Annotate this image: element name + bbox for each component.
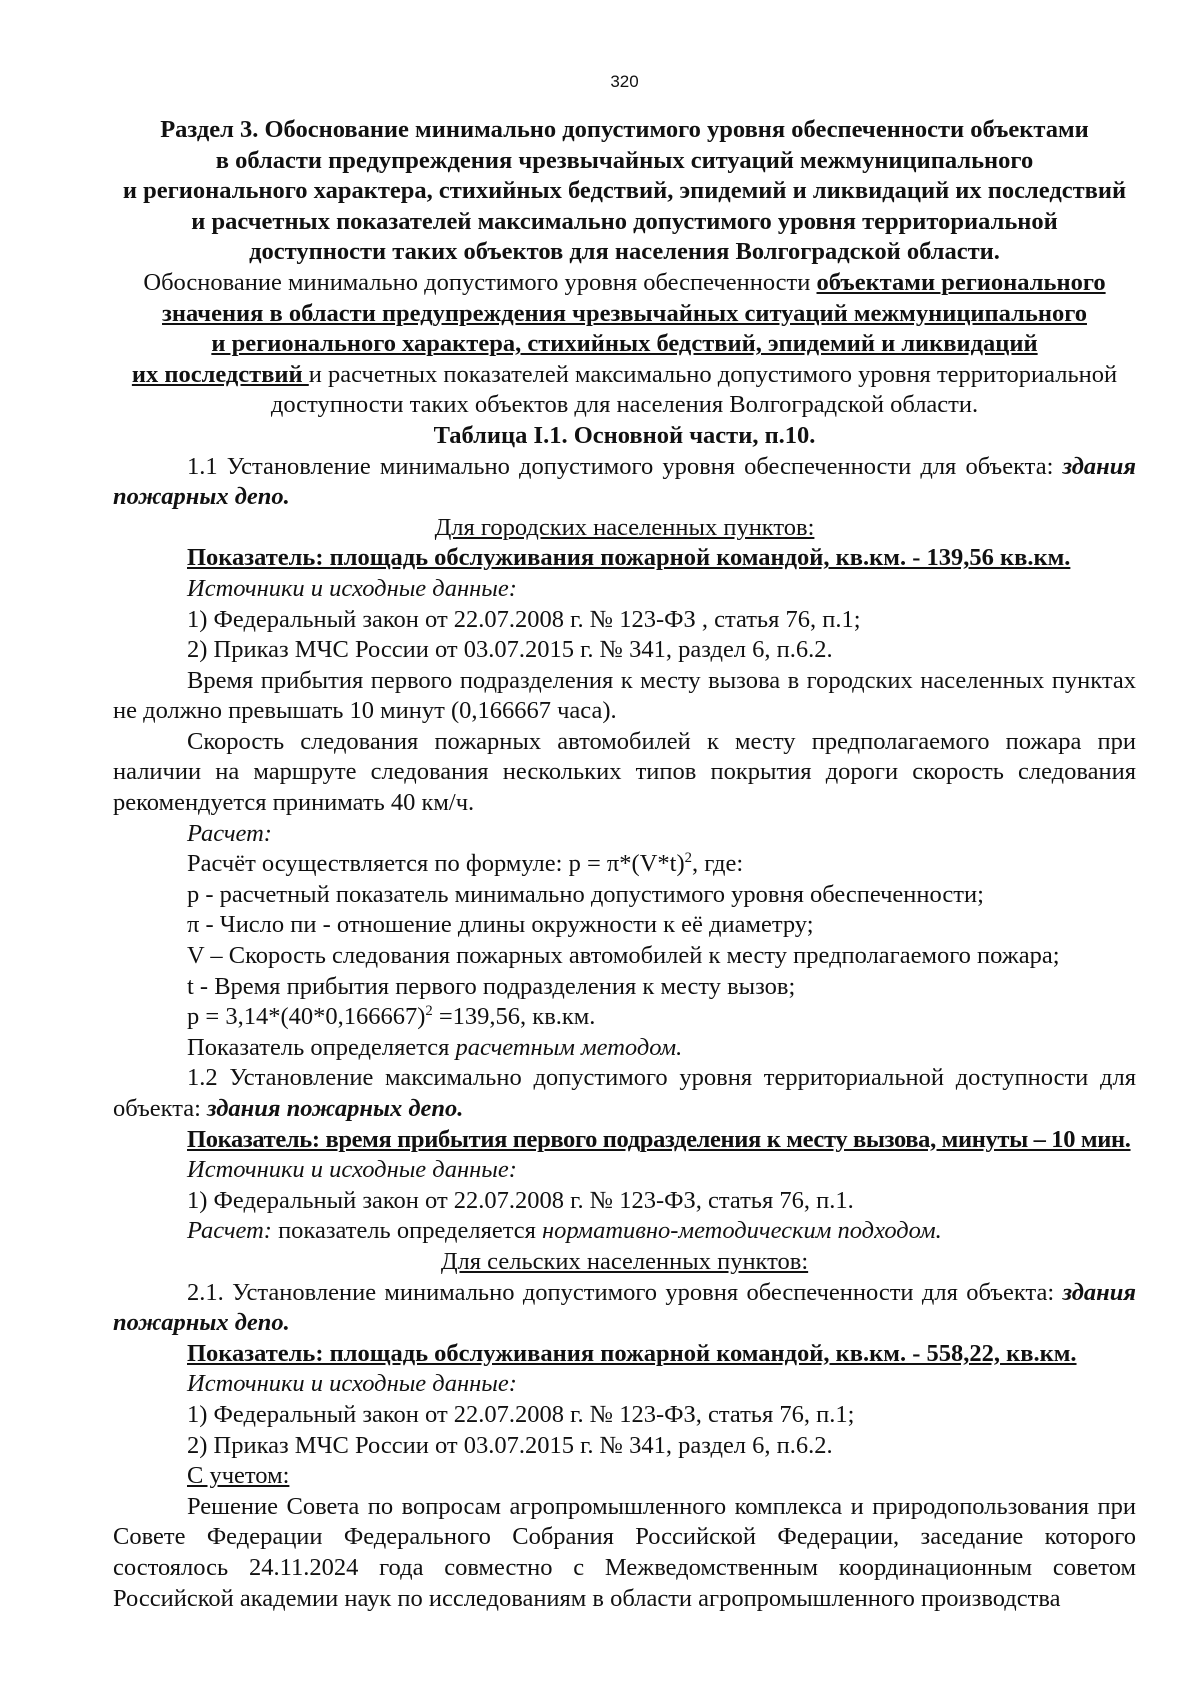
- subheading-plain: и расчетных показателей максимально допустимого уровня территориальной: [308, 360, 1118, 388]
- subheading-emphasis: значения в области предупреждения чрезвычайных ситуаций межмуниципального: [162, 299, 1087, 327]
- definition-t: t - Время прибытия первого подразделения к месту вызов;: [187, 972, 796, 1000]
- indicator-urban-area: Показатель: площадь обслуживания пожарной командой, кв.км. - 139,56 кв.км.: [187, 544, 1071, 572]
- section-1-2: [113, 1063, 1136, 1124]
- page-number: 320: [610, 72, 639, 91]
- object-name: здания пожарных депо.: [113, 452, 1136, 511]
- object-name: здания пожарных депо.: [207, 1095, 464, 1122]
- calc-label: Расчет:: [187, 819, 272, 847]
- arrival-time-paragraph: Время прибытия первого подразделения к месту вызова в городских населенных пунктах не должно превышать 10 минут (0,166667 часа).: [113, 666, 1136, 725]
- definition-v: V – Скорость следования пожарных автомобилей к месту предполагаемого пожара;: [187, 942, 1060, 970]
- subheading-line: [113, 360, 1136, 391]
- method-name: нормативно-методическим подходом.: [542, 1217, 942, 1245]
- formula: [113, 849, 1136, 880]
- source-item: 1) Федеральный закон от 22.07.2008 г. № 123-ФЗ, статья 76, п.1;: [187, 1400, 855, 1428]
- source-item: 1) Федеральный закон от 22.07.2008 г. № 123-ФЗ , статья 76, п.1;: [187, 605, 861, 633]
- subheading-line: [113, 268, 1136, 299]
- considering-label: С учетом:: [187, 1462, 290, 1490]
- definition-pi: π - Число пи - отношение длины окружности к её диаметру;: [187, 911, 814, 939]
- subheading-plain: Обоснование минимально допустимого уровня обеспеченности: [143, 268, 817, 296]
- source-item: 2) Приказ МЧС России от 03.07.2015 г. № 341, раздел 6, п.6.2.: [187, 636, 833, 664]
- method-name: расчетным методом.: [455, 1033, 683, 1061]
- subheading-emphasis: их последствий: [131, 360, 309, 388]
- heading-line: и регионального характера, стихийных бедствий, эпидемий и ликвидаций их последствий: [122, 177, 1127, 205]
- formula-text: p = 3,14*(40*0,166667): [187, 1003, 426, 1031]
- section-1-1: [113, 452, 1136, 513]
- speed-paragraph: Скорость следования пожарных автомобилей к месту предполагаемого пожара при наличии на маршруте следования нескольких типов покрытия дороги скорость следования рекомендуется принимать 40 км/ч.: [113, 727, 1136, 817]
- heading-line: и расчетных показателей максимально допустимого уровня территориальной: [191, 207, 1058, 235]
- calc-result: [113, 1002, 1136, 1033]
- source-item: 2) Приказ МЧС России от 03.07.2015 г. № 341, раздел 6, п.6.2.: [187, 1431, 833, 1459]
- method-text: Показатель определяется: [187, 1033, 456, 1061]
- section-text: 2.1. Установление минимально допустимого уровня обеспеченности для объекта:: [187, 1278, 1063, 1306]
- table-reference: Таблица I.1. Основной части, п.10.: [433, 421, 816, 449]
- urban-header: Для городских населенных пунктов:: [434, 513, 815, 541]
- object-name: здания пожарных депо.: [113, 1278, 1136, 1337]
- sources-label: Источники и исходные данные:: [187, 574, 517, 602]
- formula-text: =139,56, кв.км.: [432, 1003, 596, 1031]
- sources-label: Источники и исходные данные:: [187, 1370, 517, 1398]
- section-text: 1.2 Установление максимально допустимого уровня территориальной доступности для объекта:: [113, 1064, 1136, 1122]
- section-2-1: [113, 1278, 1136, 1339]
- subheading-emphasis: объектами регионального: [816, 268, 1106, 296]
- formula-exponent: 2: [684, 850, 692, 867]
- calc-line: [113, 1216, 1136, 1247]
- subheading-plain: доступности таких объектов для населения Волгоградской области.: [270, 391, 979, 419]
- subheading-emphasis: и регионального характера, стихийных бедствий, эпидемий и ликвидаций: [211, 330, 1038, 358]
- subheading: [113, 268, 1136, 421]
- rural-header: Для сельских населенных пунктов:: [440, 1247, 809, 1275]
- heading-line: в области предупреждения чрезвычайных ситуаций межмуниципального: [215, 146, 1034, 174]
- source-item: 1) Федеральный закон от 22.07.2008 г. № 123-ФЗ, статья 76, п.1.: [187, 1186, 854, 1214]
- indicator-arrival-time: Показатель: время прибытия первого подразделения к месту вызова, минуты – 10 мин.: [187, 1125, 1131, 1153]
- decision-paragraph: Решение Совета по вопросам агропромышленного комплекса и природопользования при Совете Федерации Федерального Собрания Российской Федерации, заседание которого состоялось 24.11.2024 года совместно с Межведомственным координационным советом Российской академии наук по исследованиям в области агропромышленного производства: [113, 1492, 1136, 1612]
- calc-label: Расчет:: [187, 1217, 272, 1245]
- section-text: 1.1 Установление минимально допустимого уровня обеспеченности для объекта:: [187, 452, 1063, 480]
- definition-p: p - расчетный показатель минимально допустимого уровня обеспеченности;: [187, 880, 984, 908]
- method-line: [113, 1033, 1136, 1064]
- heading-line: доступности таких объектов для населения Волгоградской области.: [249, 238, 1000, 266]
- indicator-rural-area: Показатель: площадь обслуживания пожарной командой, кв.км. - 558,22, кв.км.: [187, 1339, 1077, 1367]
- formula-text: , где:: [691, 850, 744, 878]
- section-heading: [113, 115, 1136, 268]
- calc-text: показатель определяется: [271, 1217, 542, 1245]
- formula-exponent: 2: [425, 1003, 433, 1020]
- formula-text: Расчёт осуществляется по формуле: p = π*(V*t): [187, 850, 685, 878]
- heading-line: Раздел 3. Обоснование минимально допустимого уровня обеспеченности объектами: [160, 116, 1089, 143]
- sources-label: Источники и исходные данные:: [187, 1156, 517, 1184]
